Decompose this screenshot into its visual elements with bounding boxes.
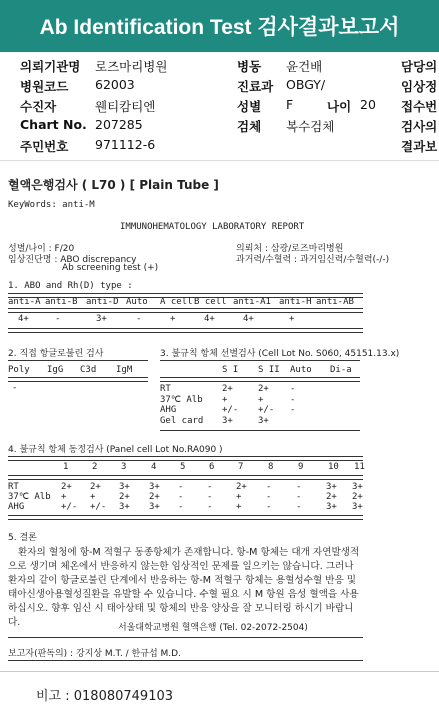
panel-cell: +/- [90, 502, 107, 512]
screening-cell: - [290, 384, 296, 394]
section4-rule-bottom [8, 515, 363, 520]
section1-title: 1. ABO and Rh(D) type : [8, 281, 133, 291]
screening-cell: + [258, 394, 264, 405]
info-label: 의뢰기관명 [20, 59, 81, 74]
abo-cell: 4+ [204, 314, 215, 324]
section4-rule-mid [8, 475, 363, 480]
section4-title: 4. 불규칙 항체 동정검사 (Panel cell Lot No.RA090 ) [8, 445, 223, 455]
panel-row-label: 37℃ Alb [8, 492, 51, 502]
panel-cell: 3+ [119, 482, 130, 492]
panel-cell: - [207, 502, 213, 512]
info-value: 웬티캄티엔 [95, 99, 156, 114]
info-label: 성별 [237, 99, 262, 114]
dat-col-header: Poly [8, 365, 30, 375]
abo-cell: 4+ [18, 314, 29, 324]
screening-cell: + [222, 394, 228, 405]
abo-col-header: B cell [194, 297, 227, 307]
abo-cell: 4+ [243, 314, 254, 324]
panel-cell: 2+ [236, 482, 247, 492]
panel-cell: + [61, 492, 67, 502]
info-label: 나이 [327, 99, 352, 114]
info-value: 62003 [95, 77, 135, 92]
panel-col-header: 7 [238, 462, 244, 472]
section3-rule-top [160, 360, 360, 361]
panel-col-header: 9 [298, 462, 304, 472]
section2-rule-mid [8, 377, 148, 382]
panel-cell: - [266, 492, 272, 502]
screening-cell: +/- [222, 405, 239, 415]
info-value: 971112-6 [95, 137, 156, 152]
info-label: 진료과 [237, 79, 274, 94]
panel-col-header: 4 [151, 462, 157, 472]
screening-row-label: 37℃ Alb [160, 394, 203, 405]
info-label-cut: 접수번 [401, 99, 438, 114]
info-value: 207285 [95, 117, 143, 132]
panel-cell: - [178, 492, 184, 502]
abo-col-header: anti-A [8, 297, 41, 307]
info-label: 병동 [237, 59, 262, 74]
panel-cell: 2+ [61, 482, 72, 492]
info-label: 주민번호 [20, 139, 69, 154]
panel-col-header: 11 [354, 462, 365, 472]
screening-cell: 2+ [258, 384, 269, 394]
dat-col-header: IgG [47, 365, 64, 375]
panel-row-label: RT [8, 482, 19, 492]
panel-cell: 3+ [149, 502, 160, 512]
panel-cell: 3+ [149, 482, 160, 492]
info-value: OBGY/ [286, 77, 326, 92]
header-divider [0, 160, 439, 161]
dat-col-header: C3d [80, 365, 97, 375]
dat-cell: - [12, 383, 18, 393]
reporter: 보고자(판독의) : 강지상 M.T. / 한규섭 M.D. [8, 649, 181, 659]
panel-cell: - [207, 482, 213, 492]
panel-col-header: 6 [209, 462, 215, 472]
requester: 의뢰처 : 삼광/로즈마리병원 [236, 244, 344, 254]
panel-cell: +/- [61, 502, 78, 512]
note-remark: 비고 : 018080749103 [36, 689, 174, 704]
panel-cell: 3+ [326, 482, 337, 492]
panel-cell: + [90, 492, 96, 502]
panel-col-header: 5 [180, 462, 186, 472]
section1-rule-mid [8, 308, 363, 313]
info-label: 병원코드 [20, 79, 69, 94]
section1-rule-bottom [8, 328, 363, 333]
panel-col-header: 2 [92, 462, 98, 472]
section3-title: 3. 불규칙 항체 선별검사 (Cell Lot No. S060, 45151.13.x) [160, 349, 400, 359]
panel-col-header: 3 [121, 462, 127, 472]
abo-cell: + [289, 314, 295, 324]
info-label-cut: 결과보 [401, 139, 438, 154]
info-value: F [286, 97, 294, 112]
report-title: Ab Identification Test 검사결과보고서 [0, 0, 439, 52]
panel-cell: 2+ [352, 492, 363, 502]
info-label-cut: 검사의 [401, 119, 438, 134]
screening-cell: - [290, 394, 296, 405]
screening-row-label: RT [160, 384, 171, 394]
info-value: 복수검체 [286, 119, 335, 134]
report-heading: 혈액은행검사 ( L70 ) [ Plain Tube ] [8, 178, 219, 192]
footer-divider [0, 671, 439, 672]
section5-title: 5. 결론 [8, 533, 37, 543]
panel-col-header: 10 [328, 462, 339, 472]
hospital-contact: 서울대학교병원 혈액은행 (Tel. 02-2072-2504) [118, 623, 308, 633]
info-label: 검체 [237, 119, 262, 134]
panel-cell: - [207, 492, 213, 502]
panel-cell: 3+ [119, 502, 130, 512]
lab-report-title: IMMUNOHEMATOLOGY LABORATORY REPORT [120, 222, 305, 232]
info-value: 로즈마리병원 [95, 59, 168, 74]
dat-col-header: IgM [116, 365, 133, 375]
screening-cell: 3+ [258, 415, 269, 426]
transfusion-history: 과거력/수혈력 : 과거임신력/수혈력(-/-) [236, 255, 390, 265]
section2-title: 2. 직접 항글로불린 검사 [8, 349, 104, 359]
abo-col-header: anti-B [45, 297, 78, 307]
abo-col-header: anti-A1 [233, 297, 271, 307]
reporter-rule-top [8, 637, 363, 638]
info-label: 수진자 [20, 99, 57, 114]
info-value: 20 [360, 97, 376, 112]
info-label-cut: 임상정 [401, 79, 438, 94]
screening-col-header: Auto [290, 365, 312, 375]
panel-col-header: 8 [268, 462, 274, 472]
screening-col-header: S II [258, 365, 280, 375]
panel-cell: - [266, 482, 272, 492]
panel-cell: - [178, 482, 184, 492]
abo-col-header: A cell [160, 297, 193, 307]
conclusion-text: 환자의 혈청에 항-M 적혈구 동종항체가 존재합니다. 항-M 항체는 대개 자연발생적으로 생기며 체온에서 반응하지 않는한 임상적인 문제를 일으키는 않습니다. 그러나 환자의 같이 항글로불린 단계에서 반응하는 항-M 적혈구 항체는 용혈성수혈 반응 및 태아신생아용혈성질환을 유발할 수 있습니다. 수혈 필요 시 M 항원 음성 혈액을 사용하십시오. 향후 임신 시 태아상태 및 항체의 반응 양상을 잘 모니터링 하시기 바랍니다. [8, 547, 360, 628]
abo-cell: - [136, 314, 142, 324]
screening-cell: +/- [258, 405, 275, 415]
reporter-rule-bottom [8, 660, 363, 661]
panel-cell: - [296, 492, 302, 502]
screening-row-label: Gel card [160, 415, 204, 426]
panel-cell: 2+ [90, 482, 101, 492]
abo-cell: - [55, 314, 61, 324]
section3-rule-bottom [160, 430, 360, 431]
clinical-diagnosis: 임상진단명 : ABO discrepancy [8, 255, 137, 265]
screening-cell: 3+ [222, 415, 233, 426]
panel-cell: 2+ [149, 492, 160, 502]
panel-cell: - [296, 482, 302, 492]
panel-cell: - [178, 502, 184, 512]
clinical-diagnosis-2: Ab screening test (+) [62, 263, 159, 273]
panel-cell: + [236, 502, 242, 512]
screening-cell: - [290, 405, 296, 415]
panel-cell: 2+ [326, 492, 337, 502]
abo-col-header: anti-AB [316, 297, 354, 307]
panel-cell: 2+ [119, 492, 130, 502]
info-label-cut: 담당의 [401, 59, 438, 74]
panel-col-header: 1 [63, 462, 69, 472]
section4-rule-top [8, 456, 363, 461]
section2-rule-top [8, 360, 148, 361]
section3-rule-mid [160, 377, 360, 382]
panel-cell: - [296, 502, 302, 512]
panel-row-label: AHG [8, 502, 25, 512]
panel-cell: 3+ [352, 502, 363, 512]
abo-col-header: anti-H [279, 297, 312, 307]
panel-cell: 3+ [326, 502, 337, 512]
panel-cell: - [266, 502, 272, 512]
panel-cell: 3+ [352, 482, 363, 492]
screening-cell: 2+ [222, 384, 233, 394]
screening-col-header: S I [222, 365, 239, 375]
screening-row-label: AHG [160, 405, 177, 415]
info-label: Chart No. [20, 117, 87, 132]
screening-col-header: Di-a [330, 365, 352, 375]
abo-col-header: Auto [126, 297, 148, 307]
abo-cell: 3+ [96, 314, 107, 324]
abo-col-header: anti-D [86, 297, 119, 307]
keywords: KeyWords: anti-M [8, 200, 95, 210]
sex-age: 성별/나이 : F/20 [8, 244, 75, 254]
abo-cell: + [170, 314, 176, 324]
info-value: 윤건배 [286, 59, 323, 74]
panel-cell: + [236, 492, 242, 502]
